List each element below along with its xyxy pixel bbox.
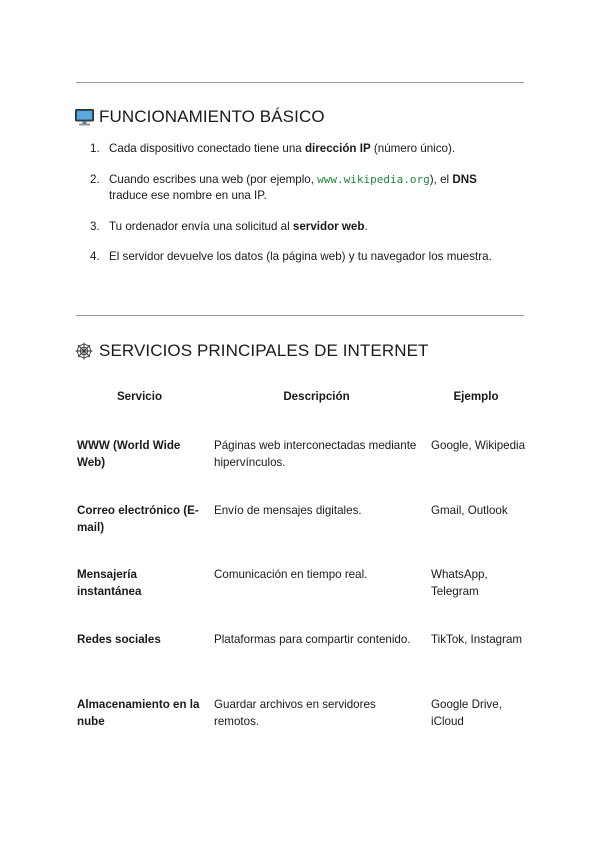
table-header-descripcion: Descripción: [283, 390, 350, 403]
table-cell-description: Plataformas para compartir contenido.: [214, 633, 411, 646]
table-cell-description: Páginas web interconectadas mediante hipervínculos.: [214, 439, 417, 469]
table-cell-example: TikTok, Instagram: [431, 633, 523, 646]
list-item: 2. Cuando escribes una web (por ejemplo, www.wikipedia.org), el DNS traduce ese nombre en una IP.: [90, 172, 477, 202]
table-cell-example: Gmail, Outlook: [431, 504, 508, 517]
section-funcionamiento-heading: [74, 107, 325, 127]
table-cell-example: WhatsApp, Telegram: [431, 568, 488, 598]
table-cell-service: WWW (World Wide Web): [77, 439, 181, 469]
steps-list: [90, 141, 520, 280]
table-cell-description: Envío de mensajes digitales.: [214, 504, 362, 517]
list-item: 1. Cada dispositivo conectado tiene una dirección IP (número único).: [90, 142, 456, 155]
computer-icon: [74, 108, 94, 126]
spider-web-icon: [74, 342, 94, 360]
section-title: FUNCIONAMIENTO BÁSICO: [99, 107, 325, 126]
code-url: www.wikipedia.org: [317, 172, 430, 186]
table-cell-description: Comunicación en tiempo real.: [214, 568, 368, 581]
divider-middle: [76, 315, 524, 316]
table-header-ejemplo: Ejemplo: [453, 390, 499, 403]
list-item: 4. El servidor devuelve los datos (la página web) y tu navegador los muestra.: [90, 250, 492, 263]
divider-top: [76, 82, 524, 83]
table-header-servicio: Servicio: [116, 390, 163, 403]
table-cell-description: Guardar archivos en servidores remotos.: [214, 698, 376, 728]
list-item: 3. Tu ordenador envía una solicitud al servidor web.: [90, 219, 368, 233]
table-cell-example: Google Drive, iCloud: [431, 698, 502, 728]
table-cell-service: Mensajería instantánea: [77, 568, 142, 598]
table-cell-service: Redes sociales: [77, 633, 161, 646]
section-servicios-heading: [74, 341, 429, 361]
table-cell-service: Almacenamiento en la nube: [77, 698, 200, 728]
section-title: SERVICIOS PRINCIPALES DE INTERNET: [99, 341, 429, 360]
table-cell-service: Correo electrónico (E-mail): [77, 504, 199, 534]
table-cell-example: Google, Wikipedia: [431, 439, 526, 452]
